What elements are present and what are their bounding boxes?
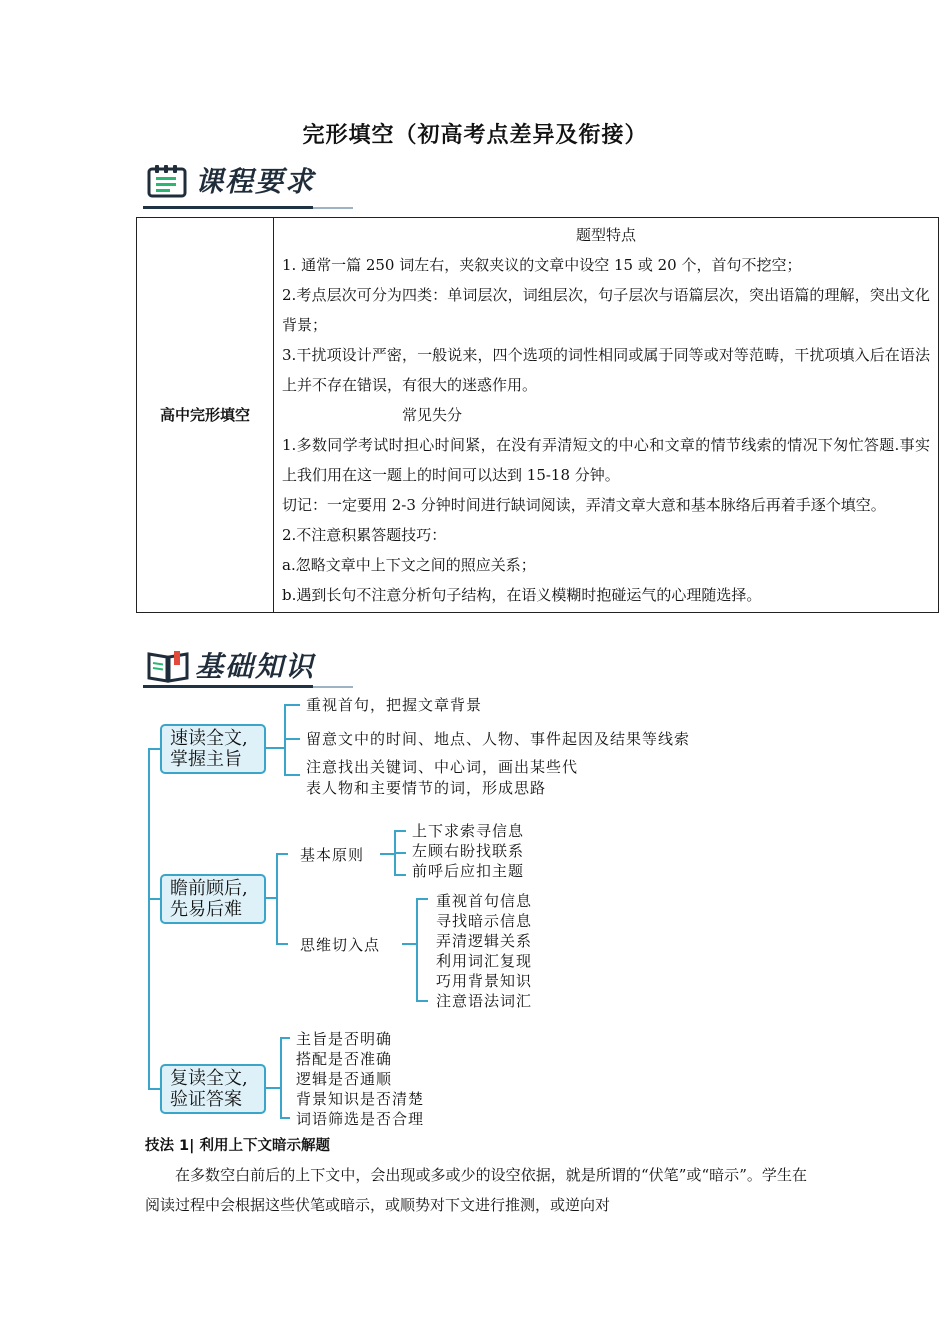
connector [284,738,300,740]
mind-map [140,688,820,1128]
mindmap-item: 重视首句，把握文章背景 [306,696,483,714]
mindmap-item: 上下求索寻信息 [412,822,525,840]
mindmap-item: 左顾右盼找联系 [412,842,525,860]
mistake-item: a.忽略文章中上下文之间的照应关系； [282,556,536,574]
mistake-item: 2.不注意积累答题技巧： [282,526,447,544]
row-label: 高中完形填空 [137,218,274,613]
mistake-item: 切记：一定要用 2-3 分钟时间进行缺词阅读，弄清文章大意和基本脉络后再着手逐个填空。 [282,496,886,514]
connector [416,1000,428,1002]
feature-item: 3.干扰项设计严密，一般说来，四个选项的词性相同或属于同等或对等范畴，干扰项填入后在语法上并不存在错误，有很大的迷惑作用。 [282,346,930,394]
heading-mistakes: 常见失分 [402,406,463,424]
book-icon [147,649,189,683]
connector [276,943,288,945]
mindmap-item: 注意找出关键词、中心词，画出某些代 [306,758,579,776]
section-title: 课程要求 [195,165,316,198]
heading-underline [143,206,313,209]
clipboard-icon [147,164,189,198]
connector [284,774,300,776]
mindmap-item: 巧用背景知识 [436,972,533,990]
connector [280,1037,282,1119]
heading-features: 题型特点 [575,226,636,244]
mindmap-item: 寻找暗示信息 [436,912,533,930]
mistake-item: b.遇到长句不注意分析句子结构，在语义模糊时抱碰运气的心理随选择。 [282,586,762,604]
connector [416,898,418,1000]
mindmap-node-reread [160,1064,266,1114]
node-line: 掌握主旨 [170,749,242,770]
connector [280,1037,290,1039]
node-line: 复读全文, [170,1068,248,1089]
connector [148,748,150,1088]
section-title: 基础知识 [195,650,316,683]
mindmap-item: 重视首句信息 [436,892,533,910]
requirements-table [136,217,939,613]
node-line: 先易后难 [170,899,242,920]
connector [394,830,406,832]
mindmap-item: 词语筛选是否合理 [296,1110,425,1128]
mindmap-item: 留意文中的时间、地点、人物、事件起因及结果等线索 [306,730,691,748]
connector [266,897,276,899]
mindmap-item: 利用词汇复现 [436,952,533,970]
connector [284,704,300,706]
connector [148,748,160,750]
page-title: 完形填空（初高考点差异及衔接） [302,122,648,148]
connector [380,853,394,855]
feature-item: 1. 通常一篇 250 词左右，夹叙夹议的文章中设空 15 或 20 个，首句不挖空； [282,256,802,274]
node-line: 速读全文, [170,728,248,749]
mindmap-item: 搭配是否准确 [296,1050,393,1068]
heading-underline-accent [313,207,353,209]
mindmap-item: 注意语法词汇 [436,992,533,1010]
mindmap-item: 弄清逻辑关系 [436,932,533,950]
connector [148,1088,160,1090]
mistake-item: 1.多数同学考试时担心时间紧，在没有弄清短文的中心和文章的情节线索的情况下匆忙答题.事实上我们用在这一题上的时间可以达到 15-18 分钟。 [282,436,930,484]
connector [148,898,160,900]
connector [280,1117,290,1119]
technique-title: 技法 1| 利用上下文暗示解题 [145,1138,330,1154]
connector [394,874,406,876]
mindmap-item: 前呼后应扣主题 [412,862,525,880]
technique-body: 在多数空白前后的上下文中，会出现或多或少的设空依据，就是所谓的“伏笔”或“暗示”。学生在阅读过程中会根据这些伏笔或暗示，或顺势对下文进行推测，或逆向对 [145,1166,807,1214]
connector [276,853,288,855]
mindmap-node-look-around [160,874,266,924]
mindmap-item: 主旨是否明确 [296,1030,393,1048]
mindmap-node-speed-read [160,724,266,774]
connector [394,852,406,854]
row-content [274,218,939,613]
mindmap-subnode-principles: 基本原则 [300,846,365,864]
connector [266,747,284,749]
mindmap-item: 表人物和主要情节的词，形成思路 [306,779,547,797]
feature-item: 2.考点层次可分为四类：单词层次，词组层次，句子层次与语篇层次，突出语篇的理解，突出文化背景； [282,286,930,334]
connector [266,1087,280,1089]
mindmap-item: 背景知识是否清楚 [296,1090,425,1108]
mindmap-subnode-entry-points: 思维切入点 [300,936,381,954]
connector [402,943,416,945]
mindmap-item: 逻辑是否通顺 [296,1070,393,1088]
connector [276,853,278,943]
node-line: 瞻前顾后, [170,878,248,899]
connector [416,898,428,900]
node-line: 验证答案 [170,1089,242,1110]
